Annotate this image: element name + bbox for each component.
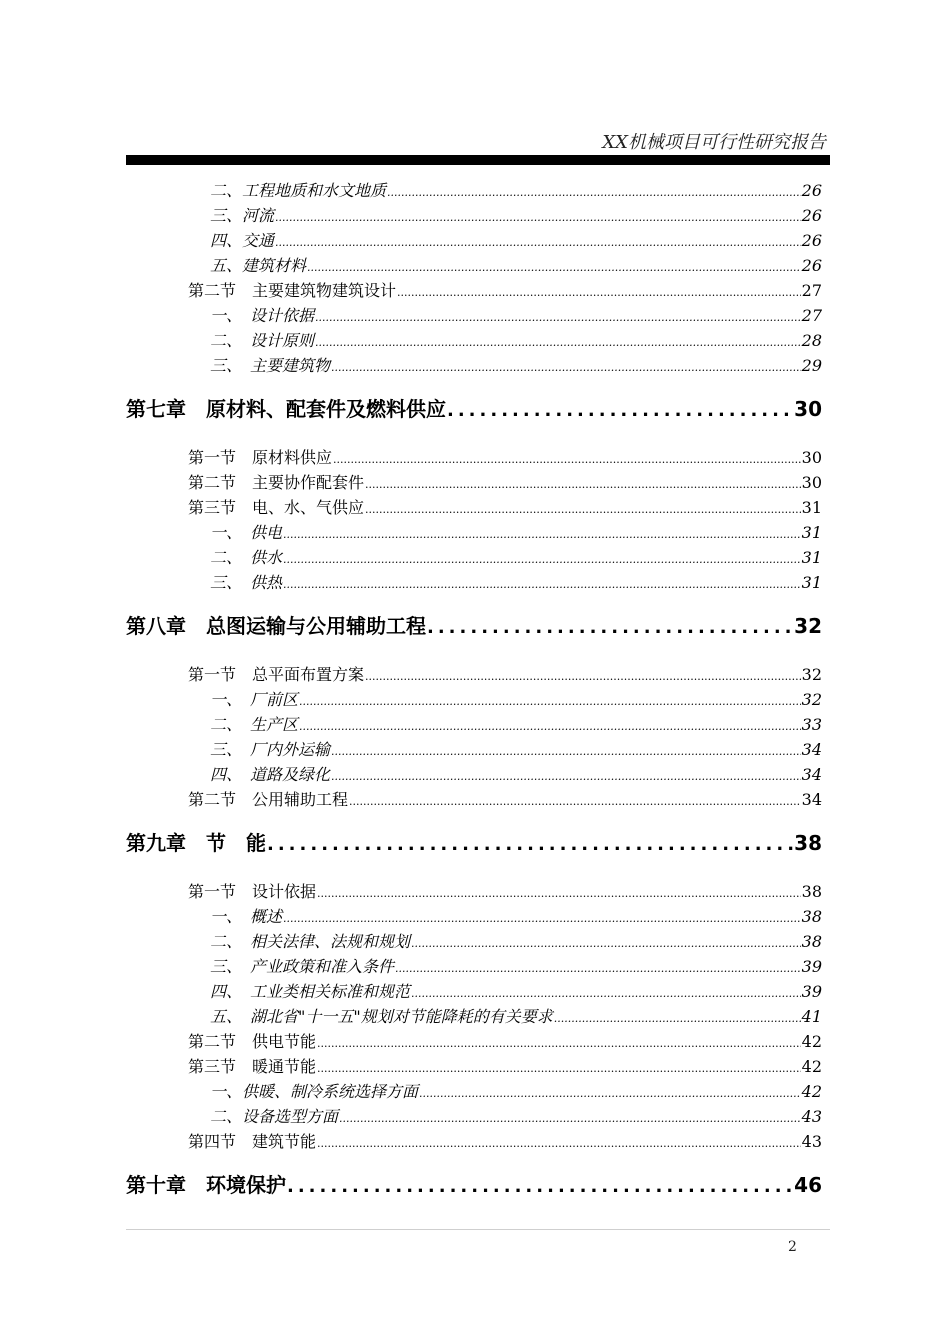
- toc-subsection-entry[interactable]: [126, 303, 822, 328]
- toc-subsection-entry[interactable]: [126, 353, 822, 378]
- toc-section-entry[interactable]: [126, 278, 822, 303]
- toc-subsection-entry[interactable]: [126, 712, 822, 737]
- toc-entry-label: 第一节 设计依据: [188, 882, 317, 901]
- toc-entry-page: 26: [801, 231, 822, 250]
- toc-entry-label: 第十章 环境保护: [126, 1173, 286, 1197]
- toc-entry-page: 43: [801, 1132, 822, 1151]
- toc-leader-dots: [395, 956, 801, 979]
- footer-rule: [126, 1229, 830, 1230]
- toc-entry-label: 二、 设计原则: [210, 331, 315, 350]
- toc-entry-label: 三、 供热: [210, 573, 283, 592]
- toc-entry-label: 五、 湖北省"十一五"规划对节能降耗的有关要求: [210, 1007, 553, 1026]
- toc-entry-label: 二、工程地质和水文地质: [210, 181, 387, 200]
- toc-leader-dots: [349, 789, 801, 812]
- toc-leader-dots: [299, 714, 801, 737]
- toc-entry-page: 43: [801, 1107, 822, 1126]
- toc-entry-label: 二、 相关法律、法规和规划: [210, 932, 411, 951]
- toc-leader-dots: [299, 689, 801, 712]
- toc-chapter-entry[interactable]: [126, 604, 822, 648]
- toc-entry-page: 29: [801, 356, 822, 375]
- toc-section-entry[interactable]: [126, 495, 822, 520]
- toc-subsection-entry[interactable]: [126, 253, 822, 278]
- toc-entry-label: 第二节 主要协作配套件: [188, 473, 365, 492]
- toc-entry-label: 四、交通: [210, 231, 275, 250]
- toc-entry-page: 42: [801, 1082, 822, 1101]
- toc-entry-label: 三、 主要建筑物: [210, 356, 331, 375]
- toc-entry-page: 38: [801, 932, 822, 951]
- toc-leader-dots: [554, 1006, 801, 1029]
- toc-subsection-entry[interactable]: [126, 1079, 822, 1104]
- toc-section-entry[interactable]: [126, 1129, 822, 1154]
- toc-entry-label: 三、 厂内外运输: [210, 740, 331, 759]
- toc-subsection-entry[interactable]: [126, 1004, 822, 1029]
- toc-entry-label: 第二节 供电节能: [188, 1032, 317, 1051]
- toc-entry-page: 34: [801, 765, 822, 784]
- toc-leader-dots: [283, 547, 801, 570]
- toc-entry-page: 39: [801, 982, 822, 1001]
- toc-subsection-entry[interactable]: [126, 328, 822, 353]
- toc-entry-page: 30: [794, 397, 822, 421]
- toc-leader-dots: [397, 280, 801, 303]
- toc-subsection-entry[interactable]: [126, 954, 822, 979]
- toc-entry-page: 42: [801, 1057, 822, 1076]
- toc-leader-dots: [267, 823, 793, 865]
- toc-leader-dots: [317, 1031, 801, 1054]
- toc-section-entry[interactable]: [126, 662, 822, 687]
- toc-entry-label: 一、供暖、制冷系统选择方面: [210, 1082, 419, 1101]
- toc-entry-label: 第一节 总平面布置方案: [188, 665, 365, 684]
- toc-entry-page: 26: [801, 181, 822, 200]
- toc-entry-page: 34: [801, 740, 822, 759]
- toc-leader-dots: [333, 447, 801, 470]
- toc-leader-dots: [317, 881, 801, 904]
- toc-leader-dots: [411, 931, 801, 954]
- toc-leader-dots: [275, 205, 801, 228]
- toc-entry-label: 四、 道路及绿化: [210, 765, 331, 784]
- toc-entry-label: 二、 生产区: [210, 715, 299, 734]
- toc-chapter-entry[interactable]: [126, 1163, 822, 1207]
- toc-leader-dots: [315, 330, 801, 353]
- toc-entry-page: 32: [801, 665, 822, 684]
- toc-leader-dots: [427, 606, 793, 648]
- toc-entry-page: 38: [801, 907, 822, 926]
- toc-entry-label: 一、 设计依据: [210, 306, 315, 325]
- report-header-title: XX机械项目可行性研究报告: [602, 132, 826, 153]
- toc-subsection-entry[interactable]: [126, 762, 822, 787]
- toc-leader-dots: [411, 981, 801, 1004]
- toc-leader-dots: [365, 472, 801, 495]
- toc-entry-label: 第四节 建筑节能: [188, 1132, 317, 1151]
- toc-chapter-entry[interactable]: [126, 387, 822, 431]
- toc-leader-dots: [331, 355, 801, 378]
- toc-section-entry[interactable]: [126, 445, 822, 470]
- toc-entry-label: 第八章 总图运输与公用辅助工程: [126, 614, 426, 638]
- toc-section-entry[interactable]: [126, 879, 822, 904]
- toc-entry-label: 第二节 主要建筑物建筑设计: [188, 281, 397, 300]
- table-of-contents: [126, 178, 822, 1221]
- toc-entry-label: 二、 供水: [210, 548, 283, 567]
- toc-subsection-entry[interactable]: [126, 545, 822, 570]
- toc-entry-label: 一、 供电: [210, 523, 283, 542]
- toc-entry-page: 30: [801, 448, 822, 467]
- toc-entry-page: 27: [801, 306, 822, 325]
- toc-leader-dots: [365, 497, 801, 520]
- toc-entry-label: 第三节 电、水、气供应: [188, 498, 365, 517]
- toc-entry-page: 30: [801, 473, 822, 492]
- toc-entry-page: 34: [801, 790, 822, 809]
- toc-subsection-entry[interactable]: [126, 737, 822, 762]
- toc-entry-page: 31: [801, 548, 822, 567]
- toc-subsection-entry[interactable]: [126, 979, 822, 1004]
- toc-subsection-entry[interactable]: [126, 1104, 822, 1129]
- toc-leader-dots: [283, 522, 801, 545]
- toc-leader-dots: [447, 389, 793, 431]
- toc-leader-dots: [315, 305, 801, 328]
- toc-subsection-entry[interactable]: [126, 178, 822, 203]
- toc-entry-label: 四、 工业类相关标准和规范: [210, 982, 411, 1001]
- toc-entry-page: 42: [801, 1032, 822, 1051]
- toc-subsection-entry[interactable]: [126, 520, 822, 545]
- toc-leader-dots: [419, 1081, 801, 1104]
- toc-entry-page: 38: [801, 882, 822, 901]
- toc-entry-page: 32: [794, 614, 822, 638]
- toc-leader-dots: [339, 1106, 801, 1129]
- toc-entry-page: 41: [801, 1007, 822, 1026]
- toc-entry-page: 39: [801, 957, 822, 976]
- toc-subsection-entry[interactable]: [126, 904, 822, 929]
- toc-entry-label: 五、建筑材料: [210, 256, 307, 275]
- toc-leader-dots: [387, 180, 801, 203]
- toc-leader-dots: [283, 572, 801, 595]
- toc-section-entry[interactable]: [126, 787, 822, 812]
- toc-entry-label: 一、 厂前区: [210, 690, 299, 709]
- toc-subsection-entry[interactable]: [126, 203, 822, 228]
- toc-entry-page: 26: [801, 256, 822, 275]
- toc-entry-label: 第九章 节 能: [126, 831, 266, 855]
- toc-entry-label: 二、设备选型方面: [210, 1107, 339, 1126]
- toc-entry-label: 第一节 原材料供应: [188, 448, 333, 467]
- toc-leader-dots: [275, 230, 801, 253]
- toc-leader-dots: [317, 1131, 801, 1154]
- toc-leader-dots: [287, 1165, 793, 1207]
- toc-leader-dots: [317, 1056, 801, 1079]
- toc-entry-page: 38: [794, 831, 822, 855]
- toc-subsection-entry[interactable]: [126, 228, 822, 253]
- toc-leader-dots: [283, 906, 801, 929]
- toc-section-entry[interactable]: [126, 1054, 822, 1079]
- toc-entry-page: 33: [801, 715, 822, 734]
- toc-chapter-entry[interactable]: [126, 821, 822, 865]
- toc-entry-label: 第二节 公用辅助工程: [188, 790, 349, 809]
- toc-leader-dots: [365, 664, 801, 687]
- toc-entry-page: 26: [801, 206, 822, 225]
- toc-subsection-entry[interactable]: [126, 929, 822, 954]
- header-rule: [126, 155, 830, 165]
- toc-section-entry[interactable]: [126, 1029, 822, 1054]
- toc-entry-label: 第三节 暖通节能: [188, 1057, 317, 1076]
- toc-entry-page: 28: [801, 331, 822, 350]
- toc-leader-dots: [331, 739, 801, 762]
- toc-section-entry[interactable]: [126, 470, 822, 495]
- toc-entry-page: 31: [801, 498, 822, 517]
- toc-entry-page: 27: [801, 281, 822, 300]
- toc-leader-dots: [307, 255, 801, 278]
- toc-subsection-entry[interactable]: [126, 570, 822, 595]
- toc-entry-page: 31: [801, 523, 822, 542]
- toc-subsection-entry[interactable]: [126, 687, 822, 712]
- toc-leader-dots: [331, 764, 801, 787]
- toc-entry-label: 一、 概述: [210, 907, 283, 926]
- toc-entry-label: 三、 产业政策和准入条件: [210, 957, 395, 976]
- toc-entry-page: 46: [794, 1173, 822, 1197]
- toc-entry-label: 第七章 原材料、配套件及燃料供应: [126, 397, 446, 421]
- toc-entry-label: 三、河流: [210, 206, 275, 225]
- toc-entry-page: 31: [801, 573, 822, 592]
- toc-entry-page: 32: [801, 690, 822, 709]
- page-number: 2: [788, 1239, 797, 1255]
